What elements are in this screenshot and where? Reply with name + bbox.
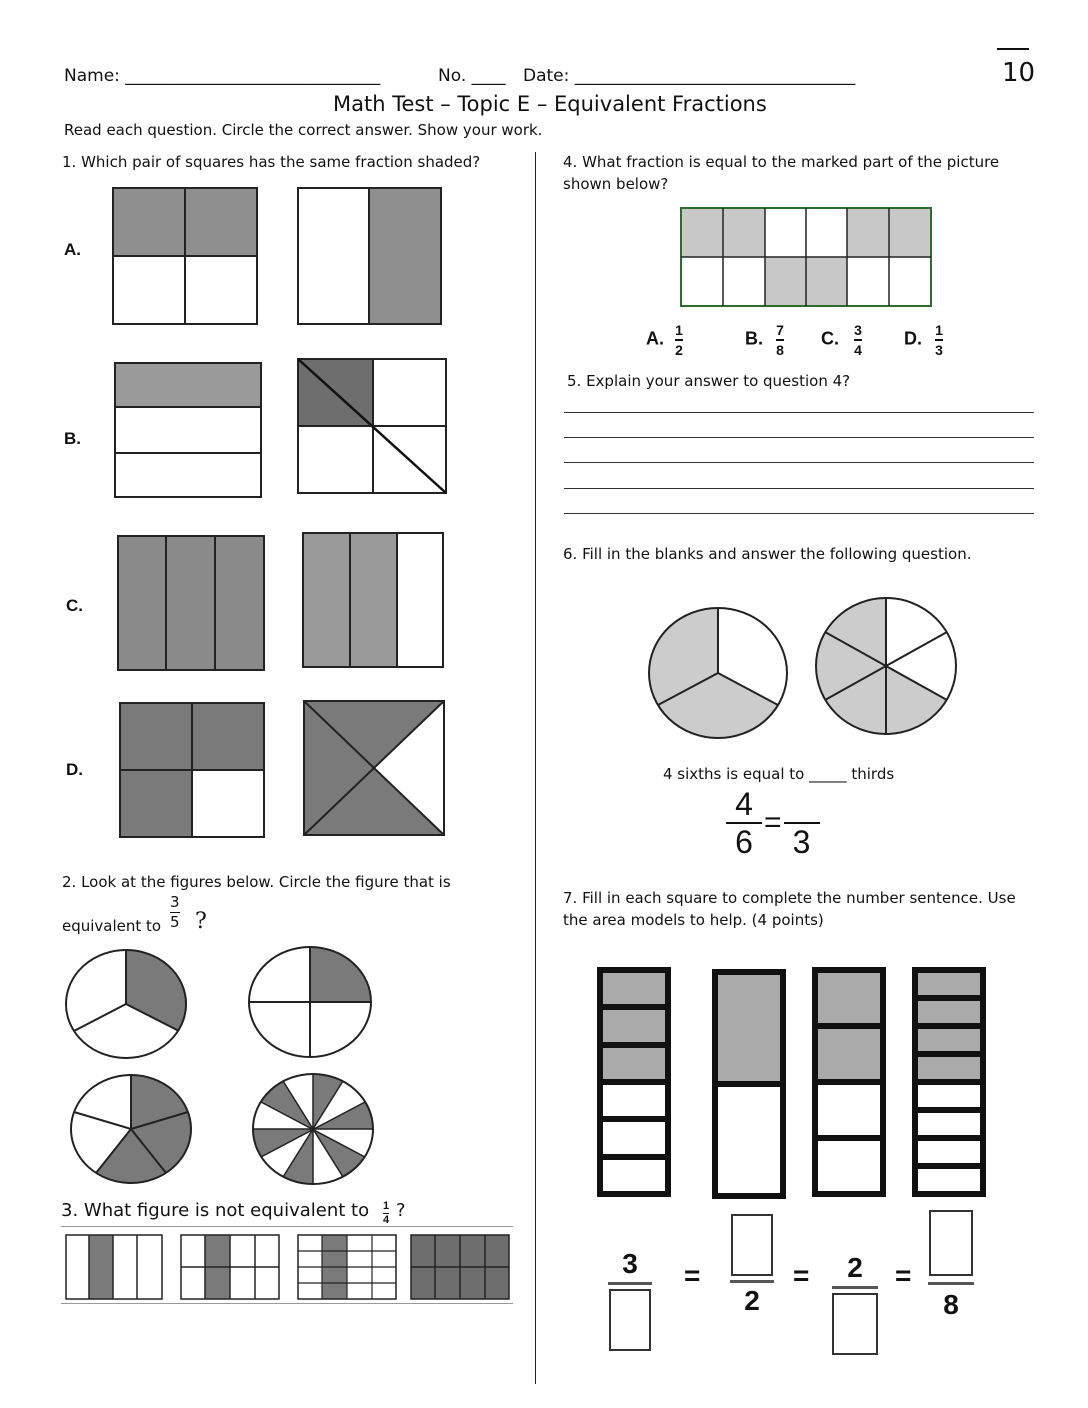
answer-line[interactable] [564,513,1034,514]
q7-fraction-4-denominator: 8 [943,1289,959,1320]
q6-right-fraction [784,788,820,858]
q7-fraction-4-numerator-box[interactable] [929,1210,973,1276]
q1-d-square-fourths [119,702,265,838]
q2-circle-twelfths [252,1072,374,1186]
q2-fraction-numerator: 3 [170,893,180,911]
q6-left-denominator: 6 [735,824,753,860]
q2-circle-fifths [70,1073,192,1185]
q1-c-square-thirds-full [117,535,265,671]
q3-fraction-numerator: 1 [383,1200,390,1212]
q4-option-b-den: 8 [776,342,784,358]
q7-fraction-3 [830,1210,880,1357]
q2-fraction-denominator: 5 [170,913,180,931]
q7-fraction-3-denominator-box[interactable] [832,1293,878,1355]
q1-b-square-diagonal [297,358,447,494]
q1-option-d-label: D. [66,760,83,779]
number-field-label: No. ____ [438,66,506,86]
question-2-text-2: equivalent to [62,917,162,935]
q6-sentence: 4 sixths is equal to _____ thirds [663,765,895,783]
page-title: Math Test – Topic E – Equivalent Fractions [333,92,767,116]
q1-b-square-thirds [114,362,262,498]
q4-option-c-letter: C. [821,328,839,349]
q1-option-a-label: A. [64,240,81,259]
q3-fraction [383,1201,389,1226]
q4-option-c[interactable] [821,323,862,357]
q1-option-c-label: C. [66,596,83,615]
q4-option-d[interactable] [904,323,943,357]
q4-option-b-num: 7 [776,322,784,338]
q7-fraction-2 [728,1210,776,1315]
name-field-label: Name: ______________________________ [64,66,381,86]
answer-line[interactable] [564,437,1034,438]
q6-left-fraction [726,788,762,858]
answer-line[interactable] [564,462,1034,463]
q4-option-a-den: 2 [675,342,683,358]
q4-option-c-den: 4 [854,342,862,358]
question-6-text: 6. Fill in the blanks and answer the following question. [563,545,972,563]
question-3-text: 3. What figure is not equivalent to [61,1200,370,1221]
q4-option-d-den: 3 [935,342,943,358]
q7-bar-fourths [812,967,886,1197]
q4-option-d-letter: D. [904,328,922,349]
q3-fraction-denominator: 4 [383,1214,390,1226]
q1-a-square-fourths [112,187,258,325]
q3-figure-top-border [61,1226,513,1227]
q3-figure-bottom-border [61,1303,513,1304]
q3-question-mark: ? [396,1200,406,1221]
q1-a-square-halves [297,187,442,325]
q6-left-numerator: 4 [735,786,753,822]
q6-circle-thirds [648,606,788,740]
q7-fraction-1-numerator: 3 [622,1248,638,1279]
q4-option-b[interactable] [745,323,784,357]
answer-line[interactable] [564,488,1034,489]
q7-fraction-1 [606,1210,654,1353]
q7-fraction-3-numerator: 2 [847,1252,863,1283]
q6-circle-sixths [815,596,957,736]
q3-figure-fourths [65,1234,163,1300]
question-7-text-2: the area models to help. (4 points) [563,911,824,929]
question-1-text: 1. Which pair of squares has the same fraction shaded? [62,153,481,171]
question-7-text: 7. Fill in each square to complete the number sentence. Use [563,889,1016,907]
score-blank-line [997,48,1029,50]
q2-question-mark: ? [195,909,207,934]
date-field-label: Date: _________________________________ [523,66,856,86]
q6-right-numerator-blank[interactable] [784,788,820,820]
q4-option-a[interactable] [646,323,683,357]
score-total: 10 [1002,58,1036,88]
question-5-text: 5. Explain your answer to question 4? [567,372,851,390]
q4-rectangle-grid [680,207,932,307]
q1-d-square-triangles [303,700,445,836]
q7-bar-halves [712,969,786,1199]
q7-fraction-2-denominator: 2 [744,1285,760,1316]
q7-fraction-4 [926,1206,976,1319]
q2-circle-thirds [64,948,188,1060]
q7-equals-1: = [684,1260,701,1291]
question-2-text: 2. Look at the figures below. Circle the figure that is [62,873,451,891]
q2-circle-fourths [247,945,373,1059]
q1-option-b-label: B. [64,429,81,448]
q7-bar-sixths [597,967,671,1197]
q6-equation [726,788,820,858]
q7-equals-3: = [895,1260,912,1291]
q4-option-a-letter: A. [646,328,664,349]
q7-fraction-1-denominator-box[interactable] [609,1289,651,1351]
q3-figure-sixteenths [297,1234,397,1300]
q4-option-d-num: 1 [935,322,943,338]
q3-figure-all-shaded [410,1234,510,1300]
question-4-text-2: shown below? [563,175,669,193]
answer-line[interactable] [564,412,1034,413]
q6-right-denominator: 3 [792,824,811,860]
q7-equals-2: = [793,1260,810,1291]
column-divider [535,152,536,1384]
q4-option-c-num: 3 [854,322,862,338]
q2-fraction [170,895,180,930]
question-4-text: 4. What fraction is equal to the marked part of the picture [563,153,1000,171]
q7-fraction-2-numerator-box[interactable] [731,1214,773,1276]
q7-bar-eighths [912,967,986,1197]
q4-option-a-num: 1 [675,322,683,338]
q3-figure-eighths [180,1234,280,1300]
q4-option-b-letter: B. [745,328,763,349]
q6-equals: = [764,806,782,839]
instructions: Read each question. Circle the correct answer. Show your work. [64,121,543,139]
q1-c-square-thirds-partial [302,532,444,668]
